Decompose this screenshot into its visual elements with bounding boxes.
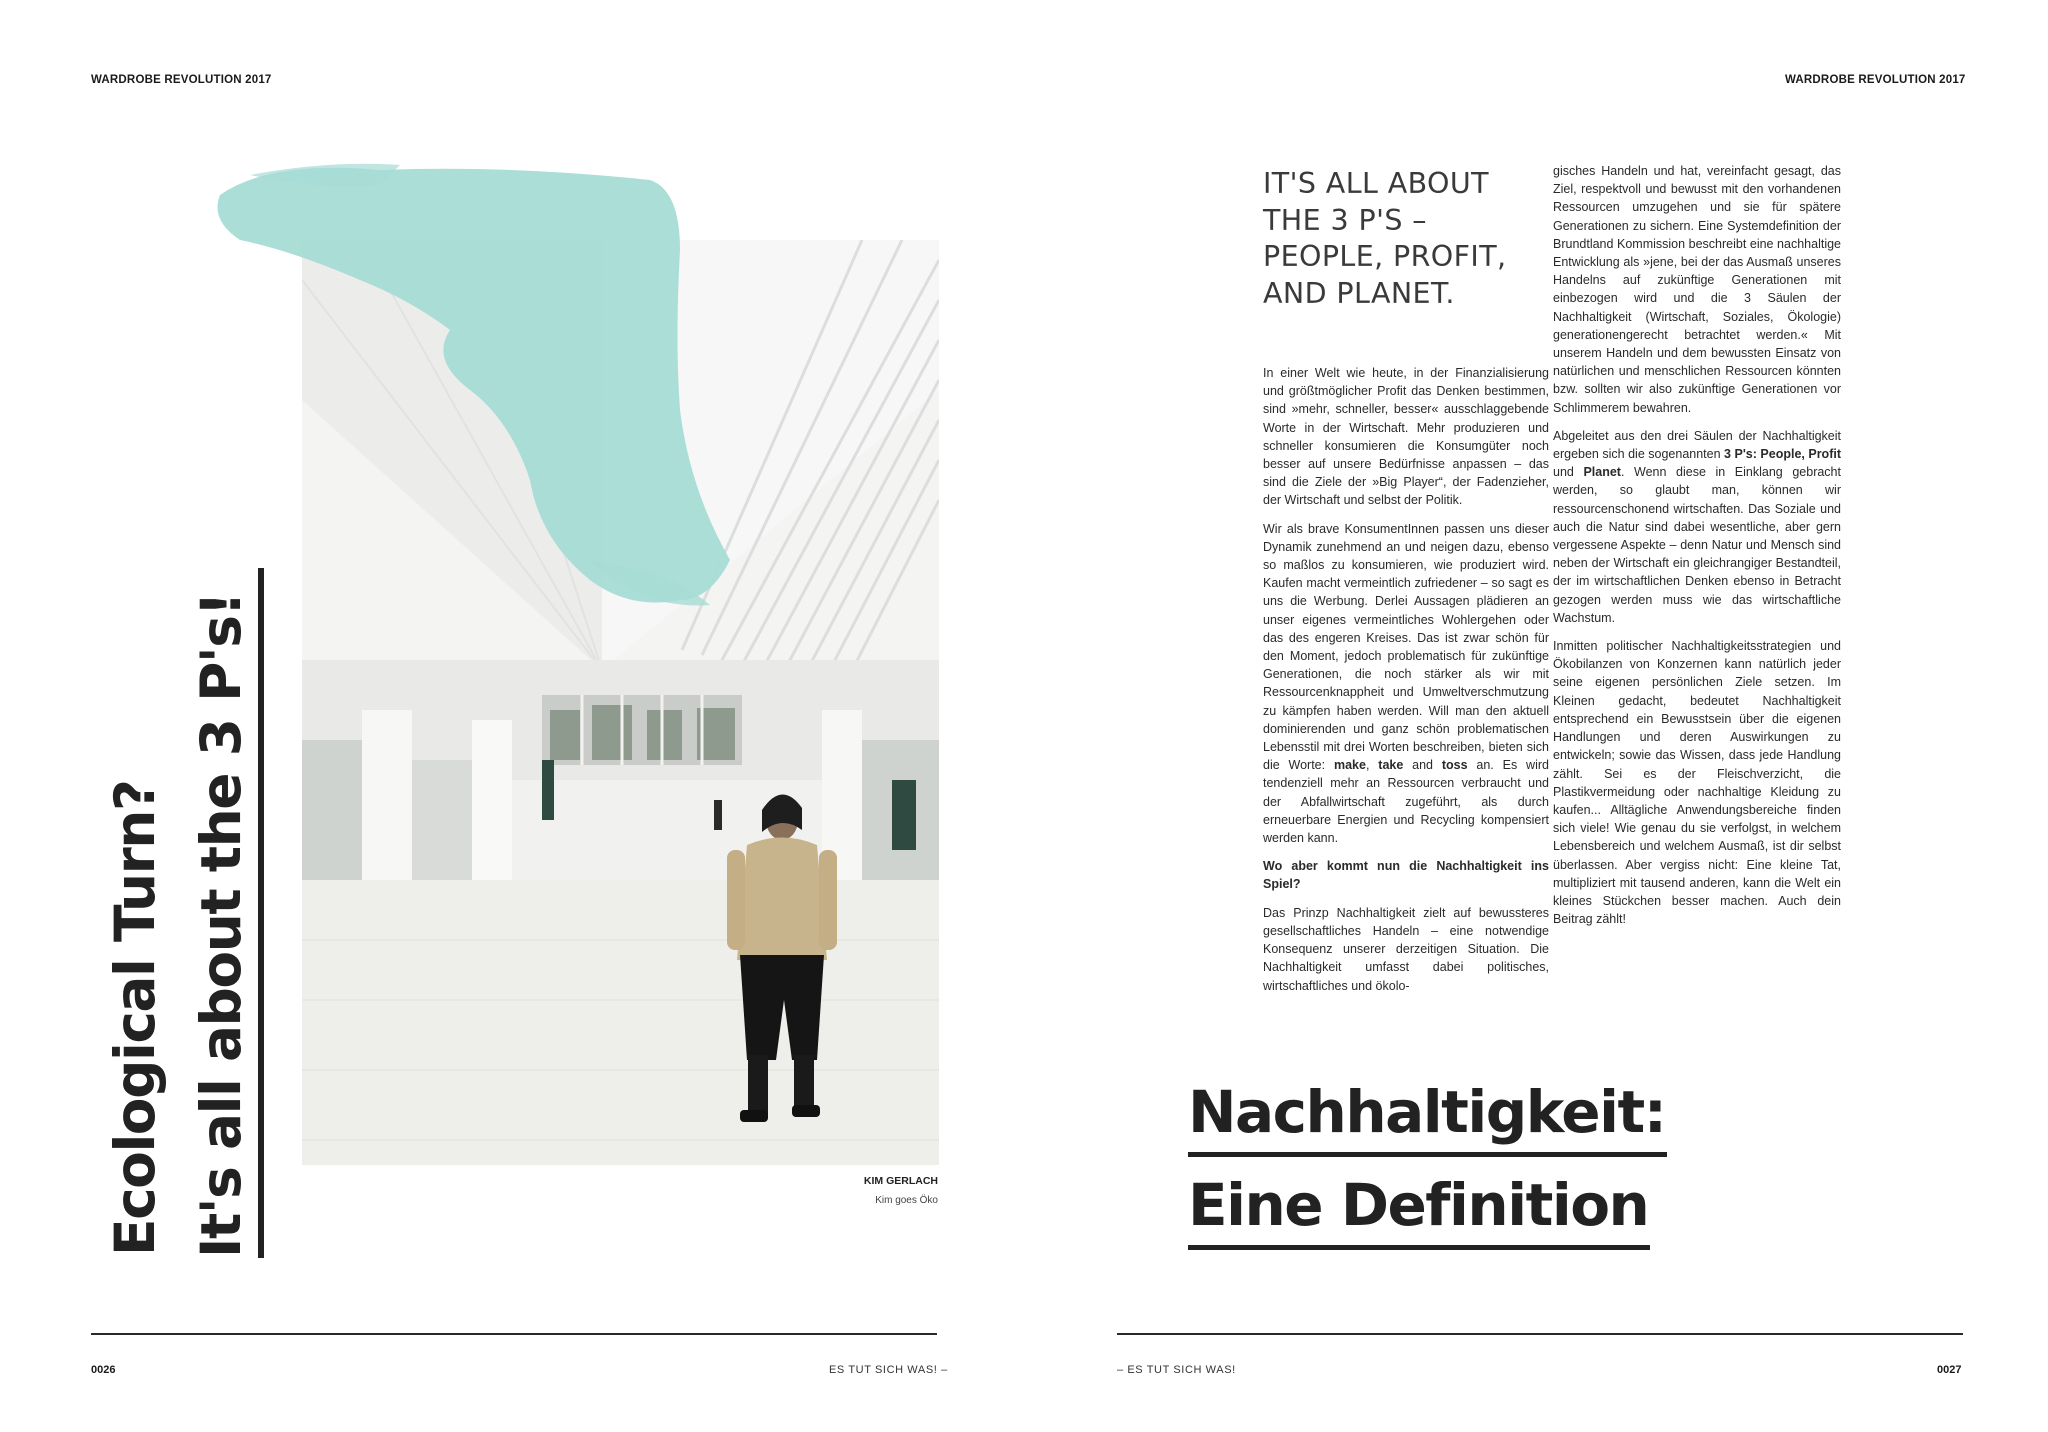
page-number-right: 0027	[1937, 1364, 1962, 1376]
pull-quote-line: THE 3 P'S –	[1263, 203, 1427, 237]
subheading-text: Wo aber kommt nun die Nachhaltigkeit ins Spiel?	[1263, 859, 1549, 892]
headline-line2: Eine Definition	[1188, 1165, 1650, 1250]
running-head-left: WARDROBE REVOLUTION 2017	[91, 74, 272, 86]
pull-quote	[1263, 166, 1563, 312]
emphasis-planet: Planet	[1583, 465, 1621, 480]
body-paragraph	[1553, 427, 1841, 627]
pull-quote-line: AND PLANET.	[1263, 276, 1455, 310]
pull-quote-line: PEOPLE, PROFIT,	[1263, 240, 1507, 273]
body-paragraph: gisches Handeln und hat, vereinfacht gesagt, das Ziel, respektvoll und bewusst mit den vorhandenen Ressourcen umzugehen und sie für spätere Generationen zu sichern. Eine Systemdefinition der Brundtland Kommission beschreibt eine nachhaltige Entwicklung als »jene, bei der das Ausmaß unseres Handelns auf zukünftige Generationen mit einbezogen wird und die 3 Säulen der Nachhaltigkeit (Wirtschaft, Soziales, Ökologie) generationengerecht betrachtet werden.« Mit unserem Handeln und dem bewussten Einsatz von natürlichen und menschlichen Ressourcen könnten bzw. sollten wir also zukünftige Generationen vor Schlimmerem bewahren.	[1553, 164, 1841, 415]
emphasis-3ps: 3 P's: People, Profit	[1724, 447, 1841, 462]
vertical-title	[100, 568, 264, 1258]
emphasis-take: take	[1378, 758, 1404, 773]
running-head-right: WARDROBE REVOLUTION 2017	[1785, 74, 1966, 86]
body-paragraph	[1263, 520, 1549, 848]
body-column-2	[1553, 162, 1841, 938]
text-run: and	[1403, 758, 1442, 773]
paint-stroke-graphic	[210, 160, 730, 620]
pull-quote-line: IT'S ALL ABOUT	[1263, 167, 1489, 200]
right-page	[1024, 0, 2048, 1432]
vertical-title-line2: It's all about the 3 P's!	[186, 568, 264, 1258]
emphasis-toss: toss	[1441, 758, 1468, 773]
body-paragraph: In einer Welt wie heute, in der Finanzialisierung und größtmöglicher Profit das Denken bestimmen, sind »mehr, schneller, besser« ausschlaggebende Worte in der Wirtschaft. Mehr produzieren und schneller konsumieren die Konsumgüter noch besser auf unsere Bedürfnisse anpassen – das sind die Ziele der »Big Player“, der Fadenzieher, der Wirtschaft und selbst der Politik.	[1263, 366, 1549, 508]
vertical-title-line1: Ecological Turn?	[103, 780, 167, 1256]
page-number-left: 0026	[91, 1364, 116, 1376]
photo-caption-text: Kim goes Öko	[875, 1195, 938, 1206]
body-paragraph: Das Prinzp Nachhaltigkeit zielt auf bewussteres gesellschaftliches Handeln – eine notwendige Konsequenz unserer derzeitigen Situation. Die Nachhaltigkeit umfasst dabei politisches, wirtschaftliches und ökolo-	[1263, 905, 1549, 993]
footer-rule-right	[1117, 1333, 1963, 1335]
footer-label-left: ES TUT SICH WAS! –	[829, 1364, 948, 1376]
emphasis-make: make	[1333, 758, 1366, 773]
photo-caption-name: KIM GERLACH	[863, 1175, 938, 1187]
footer-rule-left	[91, 1333, 937, 1335]
text-run: ,	[1365, 758, 1379, 773]
text-run: und	[1553, 465, 1584, 480]
text-run: . Wenn diese in Einklang gebracht werden, so glaubt man, können wir ressourcenschonend wirtschaften. Das Soziale und auch die Natur sind dabei wesentliche, aber gern vergessene Aspekte – denn Natur und Mensch sind neben der Wirtschaft ein gleichrangiger Bestandteil, der im wirtschaftlichen Denken ebenso in Betracht gezogen werden muss wie das wirtschaftliche Wachstum.	[1553, 465, 1841, 625]
body-subheading	[1263, 857, 1549, 893]
article-headline	[1188, 1072, 1667, 1258]
text-run: an. Es wird tendenziell mehr an Ressourcen verbraucht und der Abfallwirtschaft zugeführt, als durch erneuerbare Energien und Recycling kompensiert werden kann.	[1263, 758, 1549, 846]
headline-line1: Nachhaltigkeit:	[1188, 1072, 1667, 1157]
text-run: Wir als brave KonsumentInnen passen uns dieser Dynamik zunehmend an und neigen dazu, ebenso so maßlos zu konsumieren, wie produziert wird. Kaufen macht vermeintlich zufriedener – so sagt es uns die Werbung. Derlei Aussagen plädieren an unser eigenes vermeintliches Wohlergehen oder das des engeren Kreises. Das ist zwar schön für den Moment, jedoch problematisch für zukünftige Generationen, die noch stärker als wir mit Ressourcenknappheit und Umweltverschmutzung zu kämpfen haben werden. Will man den aktuell dominierenden und ganz schön problematischen Lebensstil mit drei Worten beschreiben, bieten sich die Worte:	[1263, 521, 1549, 773]
body-paragraph: Inmitten politischer Nachhaltigkeitsstrategien und Ökobilanzen von Konzernen kann natürlich jeder seine eigenen persönlichen Ziele setzen. Im Kleinen gedacht, bedeutet Nachhaltigkeit entsprechend ein Bewusstsein über die eigenen Handlungen und deren Auswirkungen zu entwickeln; sowie das Wissen, dass jede Handlung zählt. Sei es der Fleischverzicht, die Plastikvermeidung oder nachhaltige Kleidung zu kaufen... Alltägliche Anwendungsbereiche finden sich viele! Wie genau du sie verfolgst, in welchem Lebensbereich und welchem Ausmaß, ist dir selbst überlassen. Aber vergiss nicht: Eine kleine Tat, multipliziert mit tausend anderen, kann die Welt ein kleines Stückchen besser machen. Auch dein Beitrag zählt!	[1553, 639, 1841, 927]
footer-label-right: – ES TUT SICH WAS!	[1117, 1364, 1236, 1376]
text-run: Abgeleitet aus den drei Säulen der Nachhaltigkeit ergeben sich die sogenannten	[1553, 428, 1841, 462]
body-column-1	[1263, 364, 1549, 1005]
